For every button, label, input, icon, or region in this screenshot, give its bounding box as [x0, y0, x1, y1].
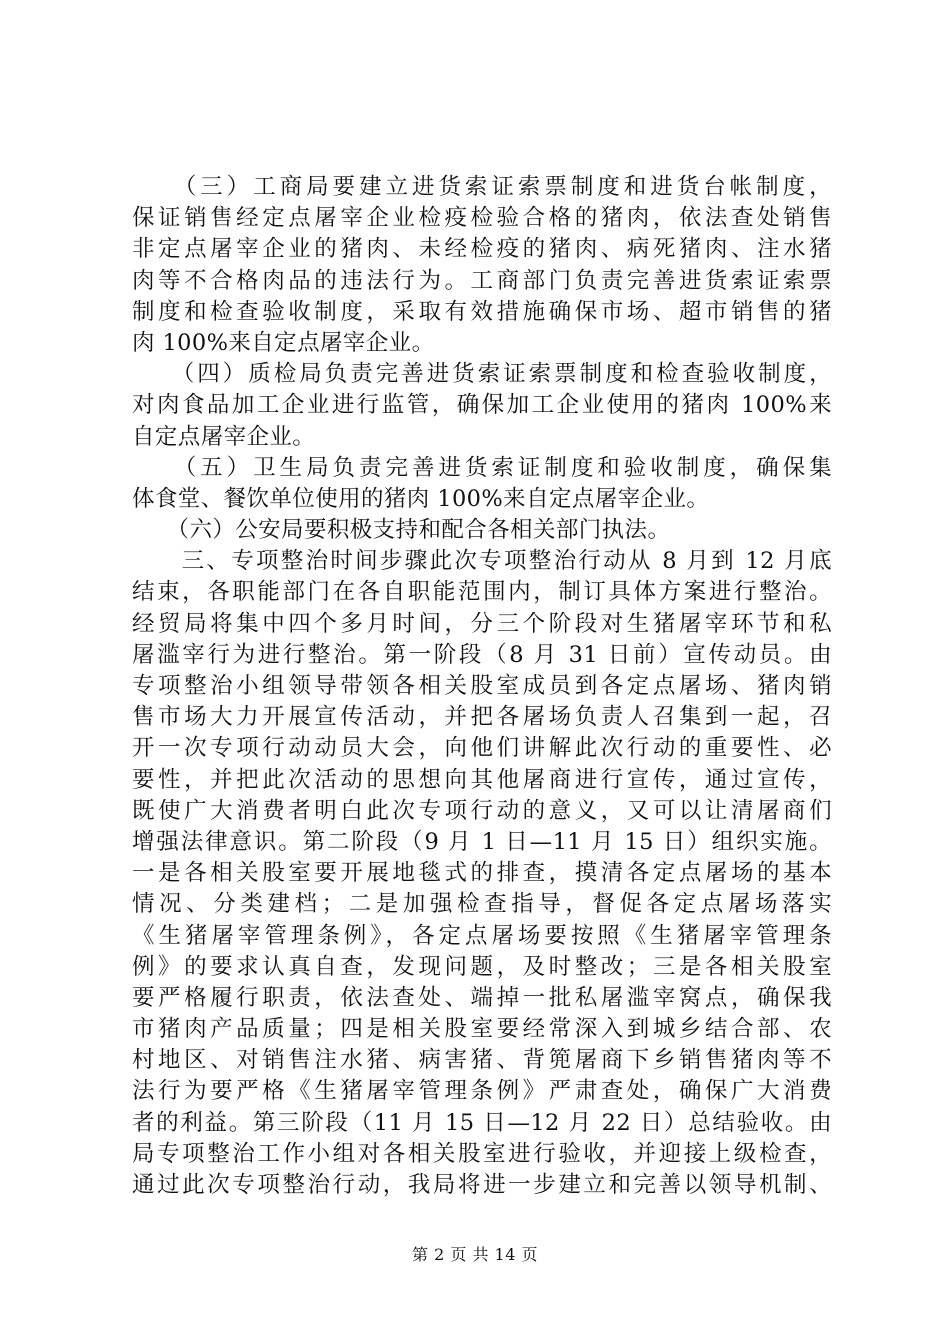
text-line: 三、专项整治时间步骤此次专项整治行动从 8 月到 12 月底 — [132, 548, 832, 575]
text-line: 市猪肉产品质量；四是相关股室要经常深入到城乡结合部、农 — [132, 1016, 832, 1043]
text-line: 要性，并把此次活动的思想向其他屠商进行宣传，通过宣传， — [132, 766, 832, 793]
text-line: 售市场大力开展宣传活动，并把各屠场负责人召集到一起，召 — [132, 704, 832, 731]
text-line: 要严格履行职责，依法查处、端掉一批私屠滥宰窝点，确保我 — [132, 984, 832, 1011]
text-line: 法行为要严格《生猪屠宰管理条例》严肃查处，确保广大消费 — [132, 1078, 832, 1105]
text-line: （六）公安局要积极支持和配合各相关部门执法。 — [132, 517, 671, 544]
text-line: 对肉食品加工企业进行监管，确保加工企业使用的猪肉 100%来 — [132, 392, 832, 419]
text-line: 者的利益。第三阶段（11 月 15 日—12 月 22 日）总结验收。由 — [132, 1109, 832, 1136]
text-line: 屠滥宰行为进行整治。第一阶段（8 月 31 日前）宣传动员。由 — [132, 641, 832, 668]
text-line: 局专项整治工作小组对各相关股室进行验收，并迎接上级检查， — [132, 1140, 832, 1167]
document-body — [132, 172, 832, 1201]
text-line: 专项整治小组领导带领各相关股室成员到各定点屠场、猪肉销 — [132, 673, 832, 699]
text-line: 例》的要求认真自查，发现问题，及时整改；三是各相关股室 — [132, 953, 832, 980]
text-line: 非定点屠宰企业的猪肉、未经检疫的猪肉、病死猪肉、注水猪 — [132, 236, 832, 263]
text-line: 情况、分类建档；二是加强检查指导，督促各定点屠场落实 — [132, 891, 832, 918]
page-number-footer: 第 2 页 共 14 页 — [412, 1245, 538, 1264]
text-line: 体食堂、餐饮单位使用的猪肉 100%来自定点屠宰企业。 — [132, 485, 710, 512]
text-line: 经贸局将集中四个多月时间，分三个阶段对生猪屠宰环节和私 — [132, 610, 832, 637]
text-line: 开一次专项行动动员大会，向他们讲解此次行动的重要性、必 — [132, 735, 832, 762]
text-line: 肉 100%来自定点屠宰企业。 — [132, 329, 435, 356]
text-line: 村地区、对销售注水猪、病害猪、背篼屠商下乡销售猪肉等不 — [132, 1047, 832, 1074]
text-line: 保证销售经定点屠宰企业检疫检验合格的猪肉，依法查处销售 — [132, 205, 832, 232]
text-line: 既使广大消费者明白此次专项行动的意义，又可以让清屠商们 — [132, 797, 832, 824]
text-line: （五）卫生局负责完善进货索证制度和验收制度，确保集 — [132, 454, 832, 481]
text-line: 《生猪屠宰管理条例》，各定点屠场要按照《生猪屠宰管理条 — [132, 922, 832, 949]
text-line: 增强法律意识。第二阶段（9 月 1 日—11 月 15 日）组织实施。 — [132, 828, 832, 855]
text-line: （四）质检局负责完善进货索证索票制度和检查验收制度， — [132, 361, 832, 388]
text-line: 自定点屠宰企业。 — [132, 423, 316, 450]
text-line: 肉等不合格肉品的违法行为。工商部门负责完善进货索证索票 — [132, 267, 832, 294]
text-line: 结束，各职能部门在各自职能范围内，制订具体方案进行整治。 — [132, 579, 832, 606]
text-line: 通过此次专项整治行动，我局将进一步建立和完善以领导机制、 — [132, 1172, 832, 1198]
text-line: 制度和检查验收制度，采取有效措施确保市场、超市销售的猪 — [132, 298, 832, 325]
text-line: 一是各相关股室要开展地毯式的排查，摸清各定点屠场的基本 — [132, 860, 832, 887]
text-line: （三）工商局要建立进货索证索票制度和进货台帐制度， — [132, 174, 832, 200]
